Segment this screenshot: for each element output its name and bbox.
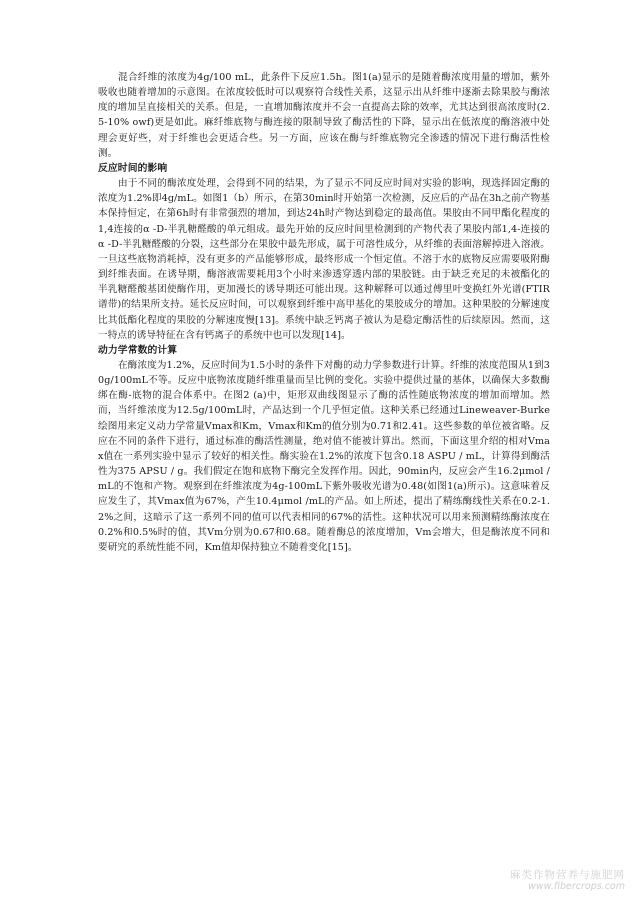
paragraph-kinetic-constants: 在酶浓度为1.2%，反应时间为1.5小时的条件下对酶的动力学参数进行计算。纤维的浓度范围从1到30g/100mL不等。反应中底物浓度随纤维重量而呈比例的变化。实验中提供过量的基体，以确保大多数酶绑在酶-底物的混合体系中。在图2 (a)中，矩形双曲线图显示了酶的活性随底物浓度的增加而增加。然而，当纤维浓度为12.5g/100mL时，产品达到一个几乎恒定值。这种关系已经通过Lineweaver-Burke绘图用来定义动力学常量Vmax和Km，Vmax和Km的值分别为0.71和2.41。这些参数的单位被省略。反应在不同的条件下进行，通过标准的酶活性测量，绝对值不能被计算出。然而，下面这里介绍的相对Vmax值在一系列实验中显示了较好的相关性。酶实验在1.2%的浓度下包含0.18 ASPU / mL，计算得到酶活性为375 APSU / g。我们假定在饱和底物下酶完全发挥作用。因此，90min内，反应会产生16.2μmol /mL的不饱和产物。观察到在纤维浓度为4g-100mL下紫外吸收光谱为0.48(如图1(a)所示)。这意味着反应发生了，其Vmax值为67%，产生10.4μmol /mL的产品。如上所述，提出了精练酶线性关系在0.2-1.2%之间，这暗示了这一系列不同的值可以代表相同的67%的活性。这种状况可以用来预测精练酶浓度在0.2%和0.5%时的值，其Vm分别为0.67和0.68。随着酶总的浓度增加，Vm会增大，但是酶浓度不同和要研究的系统性能不同，Km值却保持独立不随着变化[15]。 [98,359,550,553]
paragraph-reaction-time: 由于不同的酶浓度处理，会得到不同的结果，为了显示不同反应时间对实验的影响，现选择固定酶的浓度为1.2%即4g/mL。如图1（b）所示，在第30min时开始第一次检测，反应后的产品在3h之前产物基本保持恒定，在第6h时有非常强烈的增加，到达24h时产物达到稳定的最高值。果胶由不同甲酯化程度的1,4连接的α -D-半乳糖醛酸的单元组成。最先开始的反应时间里检测到的产物代表了果胶内部1,4-连接的α -D-半乳糖醛酸的分裂，这些部分在果胶中最先形成，属于可溶性成分，从纤维的表面溶解掉进入溶液。一旦这些底物消耗掉，没有更多的产品能够形成，最终形成一个恒定值。不溶于水的底物反应需要吸附酶到纤维表面。在诱导期，酶溶液需要耗用3个小时来渗透穿透内部的果胶链。由于缺乏充足的未被酯化的半乳糖醛酸基团使酶作用，更加漫长的诱导期还可能出现。这种解释可以通过傅里叶变换红外光谱(FTIR谱带)的结果所支持。延长反应时间，可以观察到纤维中高甲基化的果胶成分的增加。这种果胶的分解速度比其低酯化程度的果胶的分解速度慢[13]。系统中缺乏钙离子被认为是稳定酶活性的后续原因。然而，这一特点的诱导特征在含有钙离子的系统中也可以发现[14]。 [98,178,550,341]
paragraph-enzyme-concentration: 混合纤维的浓度为4g/100 mL，此条件下反应1.5h。图1(a)显示的是随着酶浓度用量的增加，紫外吸收也随着增加的示意图。在浓度较低时可以观察符合线性关系，这显示出从纤维中逐渐去除果胶与酶浓度的增加呈直接相关的关系。但是，一直增加酶浓度并不会一直提高去除的效率，尤其达到很高浓度时(2.5-10% owf)更是如此。麻纤维底物与酶连接的限制导致了酶活性的下降，显示出在低浓度的酶溶液中处理会更好些，对于纤维也会更适合些。另一方面，应该在酶与纤维底物完全渗透的情况下进行酶活性检测。 [98,72,550,159]
document-body [98,70,550,555]
watermark-site-name: 麻类作物营养与施肥网 [510,869,625,881]
site-watermark [510,869,625,893]
watermark-url: www.fibercrops.com [528,881,625,892]
section-heading-kinetic-constants: 动力学常数的计算 [98,344,178,356]
section-heading-reaction-time: 反应时间的影响 [98,162,168,174]
